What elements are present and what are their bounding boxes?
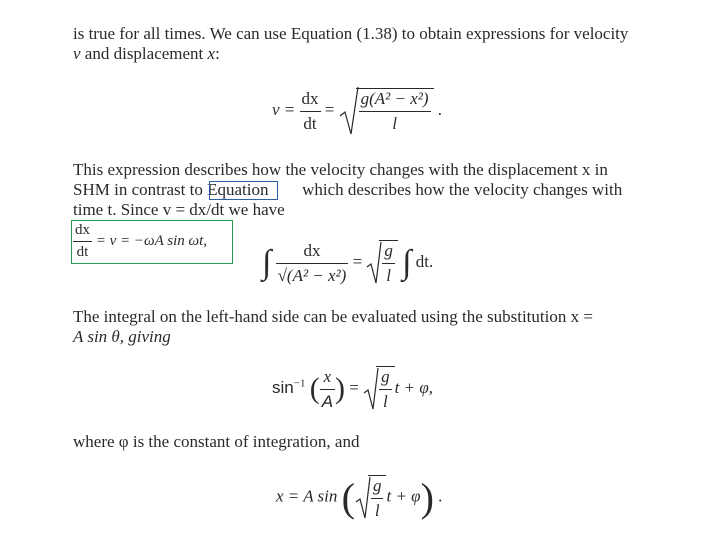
fraction-numerator: x <box>320 367 335 390</box>
square-root <box>355 475 387 521</box>
equation-arcsin <box>272 366 433 412</box>
exponent: −1 <box>293 377 306 390</box>
eq-end: dt. <box>415 251 434 271</box>
fraction-denominator: l <box>386 266 392 285</box>
equation-integral <box>262 240 433 286</box>
integral-sign: ∫ <box>262 244 272 281</box>
equation-velocity <box>272 86 442 136</box>
paragraph-text: is true for all times. We can use Equation (1.38) to obtain expressions for velocity <box>73 24 629 43</box>
eq-end: . <box>437 99 443 119</box>
text-line <box>73 180 622 200</box>
paragraph-text: SHM in contrast to <box>73 180 208 199</box>
fraction-denominator: dt <box>303 113 317 133</box>
paragraph-text: time t. Since v = dx/dt we have <box>73 200 285 219</box>
text-line <box>73 24 628 44</box>
fraction-numerator: dx <box>276 241 349 264</box>
fraction-numerator: g <box>382 241 395 264</box>
fraction-numerator: g <box>379 367 392 390</box>
fraction-numerator: dx <box>73 222 92 242</box>
radicand-fraction <box>382 241 395 286</box>
fraction-denominator: dt <box>76 244 89 260</box>
function-name: sin <box>272 377 294 397</box>
text-line <box>73 44 220 64</box>
paragraph-text: This expression describes how the velocity changes with the displacement x in <box>73 160 608 179</box>
paragraph-text: where φ is the constant of integration, and <box>73 432 360 451</box>
radicand-fraction <box>371 476 384 521</box>
eq-end: t + φ, <box>394 377 433 397</box>
fraction-denominator: A <box>321 391 334 411</box>
fraction-denominator: l <box>374 500 380 520</box>
right-paren: ) <box>420 475 434 520</box>
radicand-fraction <box>359 89 431 134</box>
eq-lhs: x = A sin <box>276 486 338 506</box>
fraction-denominator: l <box>383 392 388 411</box>
fraction-numerator: g <box>371 476 384 499</box>
right-paren: ) <box>335 372 346 405</box>
paragraph-text: The integral on the left-hand side can be evaluated using the substitution x = <box>73 307 593 326</box>
text-line <box>73 432 359 452</box>
fraction-numerator: dx <box>300 89 321 112</box>
boxed-equation <box>73 222 207 261</box>
square-root <box>366 240 398 286</box>
left-paren: ( <box>341 475 355 520</box>
derivative-fraction <box>73 222 92 261</box>
integrand-fraction <box>276 241 349 286</box>
text-line <box>73 200 285 220</box>
paragraph-text: : <box>215 44 220 63</box>
square-root <box>339 86 434 136</box>
equation-link-highlight[interactable] <box>209 181 278 200</box>
integral-sign: ∫ <box>402 244 412 281</box>
equals-sign: = <box>349 377 359 397</box>
fraction-denominator: l <box>392 114 397 133</box>
inner-expression: t + φ <box>386 486 421 506</box>
eq-end: . <box>438 486 443 506</box>
radicand-fraction <box>379 367 392 412</box>
fraction-denominator: √(A² − x²) <box>277 265 347 285</box>
eq-lhs: v = <box>272 99 296 119</box>
left-paren: ( <box>309 372 320 405</box>
paragraph-text: which describes how the velocity changes with <box>302 180 623 199</box>
variable-v: v <box>73 44 81 63</box>
equals-sign: = <box>324 99 335 119</box>
fraction-numerator: g(A² − x²) <box>359 89 431 112</box>
text-line <box>73 160 608 180</box>
argument-fraction <box>320 367 335 412</box>
equation-link[interactable]: Equation <box>207 180 269 199</box>
derivative-fraction <box>300 89 321 134</box>
paragraph-text: and displacement <box>80 44 208 63</box>
equals-sign: = <box>352 251 363 271</box>
variable-x: x <box>207 44 216 63</box>
equation-displacement <box>276 474 442 521</box>
eq-rhs: = v = −ωA sin ωt, <box>95 232 208 249</box>
square-root <box>363 366 395 412</box>
text-line <box>73 307 593 327</box>
paragraph-text: A sin θ, giving <box>73 327 171 346</box>
text-line <box>73 327 171 347</box>
